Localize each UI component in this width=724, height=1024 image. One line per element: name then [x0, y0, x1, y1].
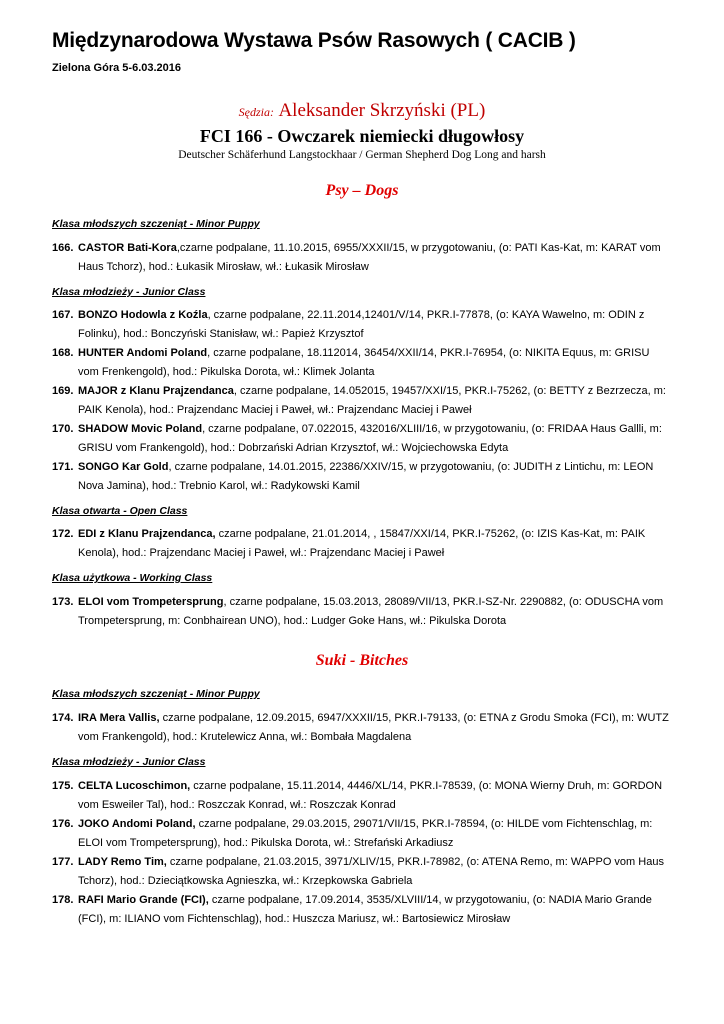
section-heading-dogs: Psy – Dogs — [325, 182, 399, 199]
judge-name: Aleksander Skrzyński (PL) — [278, 100, 486, 121]
list-item — [52, 815, 672, 853]
entry-details: , czarne podpalane, 07.022015, 432016/XLIII/16, w przygotowaniu, (o: FRIDAA Haus Gallli, m: GRISU vom Frankengold), hod.: Dobrzański Adrian Krzysztof, wł.: Wojciechowska Edyta — [78, 423, 662, 454]
class-entries-dogs-open — [52, 525, 672, 563]
catalog-number: 172. — [52, 528, 74, 540]
breed-title: FCI 166 - Owczarek niemiecki długowłosy — [199, 126, 525, 146]
class-entries-dogs-junior — [52, 306, 672, 496]
class-heading-junior: Klasa młodzieży - Junior Class — [52, 756, 206, 768]
dog-name: JOKO Andomi Poland, — [78, 818, 196, 830]
catalog-number: 170. — [52, 423, 74, 435]
dog-name: EDI z Klanu Prajzendanca, — [78, 528, 216, 540]
dog-name: IRA Mera Vallis, — [78, 712, 160, 724]
event-location-date: Zielona Góra 5-6.03.2016 — [52, 62, 182, 74]
class-heading-junior: Klasa młodzieży - Junior Class — [52, 286, 206, 298]
entry-details: czarne podpalane, 17.09.2014, 3535/XLVIII/14, w przygotowaniu, (o: NADIA Mario Grande (FCI), m: ILIANO vom Fichtenschlag), hod.: Huszcza Mariusz, wł.: Bartosiewicz Mirosław — [78, 894, 652, 925]
dog-name: MAJOR z Klanu Prajzendanca — [78, 385, 234, 397]
dog-name: LADY Remo Tim, — [78, 856, 167, 868]
section-heading-bitches: Suki - Bitches — [315, 652, 409, 669]
entry-details: , czarne podpalane, 14.01.2015, 22386/XXIV/15, w przygotowaniu, (o: JUDITH z Lintichu, m: LEON Nova Jamina), hod.: Trebnio Karol, wł.: Radykowski Kamil — [78, 461, 654, 492]
catalog-number: 167. — [52, 309, 74, 321]
list-item — [52, 525, 672, 563]
list-item — [52, 853, 672, 891]
catalog-page — [52, 28, 672, 929]
list-item — [52, 239, 672, 277]
catalog-number: 174. — [52, 712, 74, 724]
catalog-number: 173. — [52, 596, 74, 608]
dog-name: HUNTER Andomi Poland — [78, 347, 208, 359]
judge-label: Sędzia: — [238, 105, 274, 119]
dog-name: CELTA Lucoschimon, — [78, 780, 191, 792]
class-entries-dogs-working — [52, 593, 672, 631]
list-item — [52, 458, 672, 496]
list-item — [52, 382, 672, 420]
list-item — [52, 344, 672, 382]
entry-details: , czarne podpalane, 14.052015, 19457/XXI/15, PKR.I-75262, (o: BETTY z Bezrzecza, m: PAIK Kenola), hod.: Prajzendanc Maciej i Paweł, wł.: Prajzendanc Maciej i Paweł — [78, 385, 666, 416]
entry-details: ,czarne podpalane, 11.10.2015, 6955/XXXII/15, w przygotowaniu, (o: PATI Kas-Kat, m: KARAT vom Haus Tchorz), hod.: Łukasik Mirosław, wł.: Łukasik Mirosław — [78, 242, 661, 273]
entry-details: , czarne podpalane, 22.11.2014,12401/V/14, PKR.I-77878, (o: KAYA Wawelno, m: ODIN z Folinku), hod.: Bonczyński Stanisław, wł.: Papież Krzysztof — [78, 309, 645, 340]
list-item — [52, 306, 672, 344]
catalog-number: 169. — [52, 385, 74, 397]
catalog-number: 177. — [52, 856, 74, 868]
catalog-number: 166. — [52, 242, 74, 254]
catalog-number: 171. — [52, 461, 74, 473]
dog-name: SHADOW Movic Poland — [78, 423, 203, 435]
dog-name: RAFI Mario Grande (FCI), — [78, 894, 209, 906]
entry-details: czarne podpalane, 12.09.2015, 6947/XXXII/15, PKR.I-79133, (o: ETNA z Grodu Smoka (FCI), m: WUTZ vom Frankengold), hod.: Krutelewicz Anna, wł.: Bombała Magdalena — [78, 712, 669, 743]
breed-alt-names: Deutscher Schäferhund Langstockhaar / German Shepherd Dog Long and harsh — [178, 149, 546, 161]
list-item — [52, 593, 672, 631]
dog-name: SONGO Kar Gold — [78, 461, 169, 473]
catalog-number: 178. — [52, 894, 74, 906]
list-item — [52, 420, 672, 458]
dog-name: BONZO Hodowla z Koźla — [78, 309, 208, 321]
catalog-number: 176. — [52, 818, 74, 830]
class-entries-bitches-junior — [52, 777, 672, 929]
class-entries-bitches-minor-puppy — [52, 709, 672, 747]
class-entries-dogs-minor-puppy — [52, 239, 672, 277]
list-item — [52, 709, 672, 747]
dog-name: CASTOR Bati-Kora — [78, 242, 177, 254]
dog-name: ELOI vom Trompetersprung — [78, 596, 224, 608]
catalog-number: 168. — [52, 347, 74, 359]
class-heading-open: Klasa otwarta - Open Class — [52, 505, 188, 517]
list-item — [52, 777, 672, 815]
entry-details: czarne podpalane, 21.03.2015, 3971/XLIV/15, PKR.I-78982, (o: ATENA Remo, m: WAPPO vom Haus Tchorz), hod.: Dzieciątkowska Agnieszka, wł.: Krzepkowska Gabriela — [78, 856, 664, 887]
class-heading-working: Klasa użytkowa - Working Class — [52, 572, 213, 584]
catalog-number: 175. — [52, 780, 74, 792]
entry-details: czarne podpalane, 29.03.2015, 29071/VII/15, PKR.I-78594, (o: HILDE vom Fichtenschlag, m: ELOI vom Trompetersprung), hod.: Pikulska Dorota, wł.: Strefański Arkadiusz — [78, 818, 653, 849]
judge-line — [52, 99, 672, 124]
page-title: Międzynarodowa Wystawa Psów Rasowych ( CACIB ) — [52, 29, 576, 52]
class-heading-minor-puppy: Klasa młodszych szczeniąt - Minor Puppy — [52, 688, 260, 700]
entry-details: czarne podpalane, 21.01.2014, , 15847/XXI/14, PKR.I-75262, (o: IZIS Kas-Kat, m: PAIK Kenola), hod.: Prajzendanc Maciej i Paweł, wł.: Prajzendanc Maciej i Paweł — [78, 528, 646, 559]
entry-details: czarne podpalane, 15.11.2014, 4446/XL/14, PKR.I-78539, (o: MONA Wierny Druh, m: GORDON vom Esweiler Tal), hod.: Roszczak Konrad, wł.: Roszczak Konrad — [78, 780, 663, 811]
list-item — [52, 891, 672, 929]
entry-details: , czarne podpalane, 15.03.2013, 28089/VII/13, PKR.I-SZ-Nr. 2290882, (o: ODUSCHA vom Trompetersprung, m: Conbhairean UNO), hod.: Ludger Goke Hans, wł.: Pikulska Dorota — [78, 596, 664, 627]
class-heading-minor-puppy: Klasa młodszych szczeniąt - Minor Puppy — [52, 218, 260, 230]
entry-details: , czarne podpalane, 18.112014, 36454/XXII/14, PKR.I-76954, (o: NIKITA Equus, m: GRISU vom Frenkengold), hod.: Pikulska Dorota, wł.: Klimek Jolanta — [78, 347, 650, 378]
